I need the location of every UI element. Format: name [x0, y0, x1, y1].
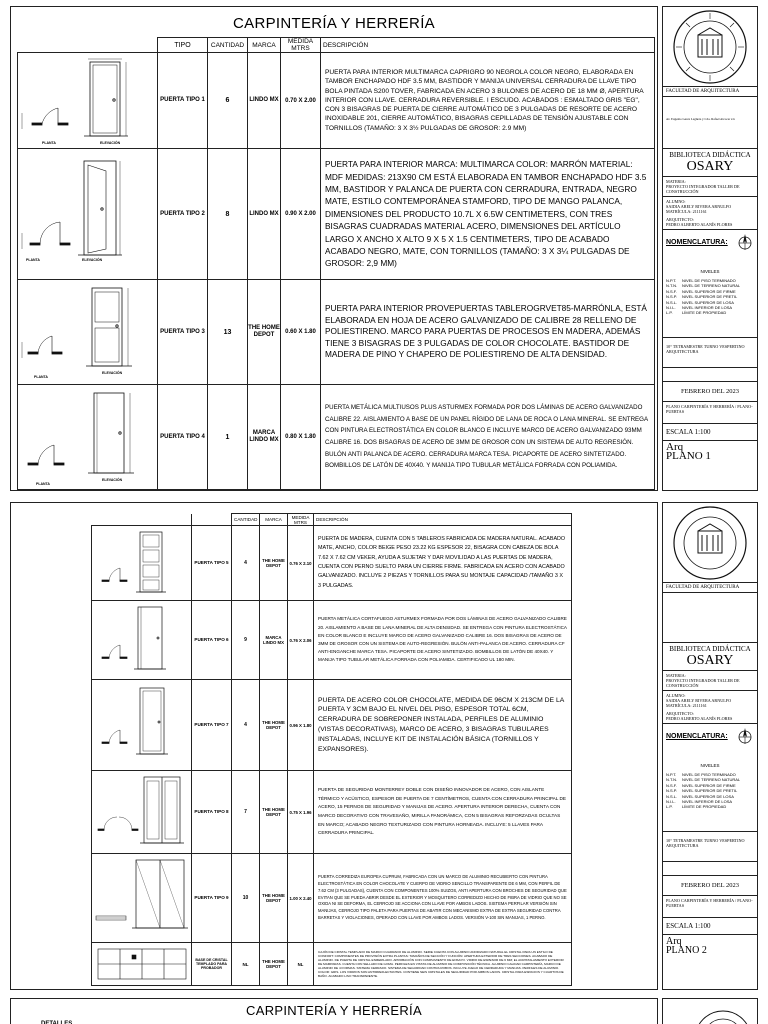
university-seal — [663, 7, 757, 87]
elevation-label: ELEVACIÓN — [102, 371, 123, 375]
brand: MARCA LINDO MX — [260, 601, 288, 680]
table-header-row — [18, 38, 655, 53]
arq-label: Arq — [666, 441, 684, 453]
arq-label: Arq — [666, 936, 682, 947]
door-drawing — [18, 149, 158, 280]
brand: MARCA LINDO MX — [248, 385, 281, 490]
subject-label: MATERIA: — [666, 179, 686, 184]
title-block — [662, 502, 758, 990]
student-value: SAIDIA ARELY RIVERA ARNULFO MATRÍCULA: 2111161 — [666, 698, 732, 708]
student-block — [663, 197, 757, 230]
level-abbr: N.S.L. — [666, 299, 678, 305]
door-drawing — [18, 53, 158, 149]
subject-value: PROYECTO INTEGRADOR TALLER DE CONSTRUCCIÓN — [666, 184, 740, 194]
header-medida: MEDIDA MTRS — [288, 514, 314, 526]
dimensions: 0.80 X 1.80 — [281, 385, 321, 490]
drawing-area — [10, 6, 658, 491]
description: PUERTA DE MADERA, CUENTA CON 5 TABLEROS FABRICADA DE MADERA NATURAL. ACABADO MATE, ANCHO, COLOR BEIGE PESO 23.22 KG ESPESOR 22, BISAGRA CON CABEZA DE BOLA 7.62 X 7.62 CM VEKER, AYUDA A SUJETAR Y DAR MOVILIDAD A LAS PUERTAS DE MADERA, CUENTA CON PERNO SUELTO PARA UN CIERRE FIRME. FABRICADA EN ACERO CON ACABADO GALVANIZADO. INCLUYE 2 PIEZAS Y TORNILLOS PARA SU MONTAJE CAPACIDAD /TAMAÑO 3 X 3 PULGADAS. — [314, 526, 572, 601]
door-type-6-drawing — [92, 601, 192, 679]
header-descripcion: DESCRIPCIÓN — [321, 38, 655, 53]
dimensions: 0.76 X 2.06 — [288, 601, 314, 680]
table-row — [92, 771, 572, 854]
glass-base-drawing — [92, 943, 192, 985]
door-type: PUERTA TIPO 7 — [192, 680, 232, 771]
level-abbr: N.T.N. — [666, 777, 678, 783]
level-abbr: N.P.T. — [666, 278, 677, 283]
level-text: NIVEL SUPERIOR DE LOSA — [682, 793, 734, 799]
level-abbr: N.I.L. — [666, 305, 676, 311]
university-seal-icon — [672, 9, 748, 85]
door-type: BASE DE CRISTAL TEMPLADO PARA PROBADOR — [192, 943, 232, 986]
door-type-8-drawing — [92, 771, 192, 853]
door-type: PUERTA TIPO 4 — [158, 385, 208, 490]
university-seal-icon — [693, 1003, 753, 1024]
student-label: ALUMNO: — [666, 199, 686, 204]
library-label: BIBLIOTECA DIDÁCTICA — [669, 151, 751, 159]
plan-description: PLANO CARPINTERÍA Y HERRERÍA / PLANO-PUERTAS — [663, 402, 757, 424]
level-abbr: N.S.F. — [666, 782, 677, 788]
header-marca: MARCA — [260, 514, 288, 526]
header-descripcion: DESCRIPCIÓN — [314, 514, 572, 526]
header-medida: MEDIDA MTRS — [281, 38, 321, 53]
date-text: FEBRERO DEL 2023 — [663, 382, 757, 402]
door-type-1-drawing — [18, 53, 158, 148]
dimensions: 0.60 X 1.80 — [281, 280, 321, 385]
level-text: NIVEL SUPERIOR DE FIRME — [682, 782, 736, 788]
faculty-label: FACULTAD DE ARQUITECTURA — [663, 87, 757, 97]
plan-number-block — [663, 441, 757, 463]
door-type: PUERTA TIPO 2 — [158, 149, 208, 280]
university-seal-icon — [672, 505, 748, 581]
quantity: 6 — [208, 53, 248, 149]
level-abbr: N.T.N. — [666, 283, 678, 289]
plan-label: PLANTA — [42, 141, 56, 145]
date-text: FEBRERO DEL 2023 — [663, 876, 757, 896]
nomenclature-block — [663, 724, 757, 832]
door-type-7-drawing — [92, 680, 192, 770]
description: PUERTA METÁLICA MULTIUSOS PLUS ASTURMEX FORMADA POR DOS LÁMINAS DE ACERO GALVANIZADO CALIBRE 22. AISLAMIENTO A BASE DE UN PANEL RÍGIDO DE LANA DE ROCA O LANA MINERAL. SE ENTREGA CON PINTURA ELECTROSTÁTICA EN COLOR BLANCO E INCLUYE MARCO DE ACERO GALVANIZADO 93MM CALIBRE 16. DOS BISAGRAS DE ACERO DE 3MM DE GROSOR CON UN SISTEMA DE AUTO REGRESIÓN. BULÓN ANTI PALANCA DE ACERO. CERRADURA MARCA TESA. PICAPORTE DE ACERO SINTETIZADO. BOMBILLOS DE LATÓN DE 40X40. Y MANIJA TIPO TUBULAR METÁLICA FORRADA CON POLIAMIDA. — [321, 385, 655, 490]
description: PUERTA PARA INTERIOR MULTIMARCA CAPRIGRO 90 NEGROLA COLOR NEGRO, ELABORADA EN TAMBOR ENCHAPADO HDF 3.5 MM, BASTIDOR Y MANIJA UNIVERSAL CERRADURA DE LLAVE TIPO BOLA PINTADA S200 TOVER, FABRICADA EN ACERO 3 BULONES DE ACERO DE 18 MM Ø, APERTURA INTERIOR CON LLAVE. CERRADURA REVERSIBLE. I ESCUDO. ACABADOS : ESMALTADO GRIS "EG", CON 3 BISAGRAS DE PUERTA DE CIERRE AUTOMÁTICO DE 3 PULGADAS DE RESORTE DE ACERO INOXIDABLE 201, CIERRE AUTOMÁTICO, BISAGRAS CEPILLADAS DE TENSIÓN AJUSTABLE CON TORNILLOS (TAMAÑO: 3 X 3½ PULGADAS DE GROSOR: 2.9 MM) — [321, 53, 655, 149]
brand: THE HOME DEPOT — [260, 854, 288, 943]
door-type: PUERTA TIPO 3 — [158, 280, 208, 385]
dimensions: 0.75 X 1.96 — [288, 771, 314, 854]
architect-value: PEDRO ALBERTO ALANÍS FLORES — [666, 716, 733, 721]
plan-number-block — [663, 935, 757, 957]
subject-block — [663, 671, 757, 691]
table-row — [18, 280, 655, 385]
description: PUERTA PARA INTERIOR PROVEPUERTAS TABLEROGRVET85-MARRÓNLA, ESTÁ ELABORADA EN HOJA DE ACERO GALVANIZADO DE CALIBRE 28 RELLENO DE POLIESTIRENO. MARCO PARA PUERTAS DE PROCESOS EN MADERA, ADEMÁS TIENE 3 BISAGRAS DE 3 PULGADAS DE COLOR CHOCOLATE. BASTIDOR DE MADERA DE PINO Y CHAPERO DE POLIESTIRENO DE ALTA DENSIDAD. — [321, 280, 655, 385]
levels-list — [666, 278, 754, 316]
door-type: PUERTA TIPO 6 — [192, 601, 232, 680]
level-text: NIVEL INFERIOR DE LOSA — [682, 799, 733, 805]
quantity: 9 — [232, 601, 260, 680]
subject-block — [663, 177, 757, 197]
north-arrow-icon — [736, 727, 754, 745]
plan-label: PLANTA — [34, 375, 48, 379]
table-row — [18, 53, 655, 149]
dimensions: 0.70 X 2.00 — [281, 53, 321, 149]
level-abbr: L.P. — [666, 804, 673, 810]
scale-text: ESCALA 1:100 — [663, 918, 757, 935]
table-row — [18, 385, 655, 490]
elevation-label: ELEVACIÓN — [100, 141, 121, 145]
quantity: 4 — [232, 680, 260, 771]
level-legend-item — [666, 310, 754, 315]
plan-label: PLANTA — [36, 482, 50, 486]
level-abbr: N.I.L. — [666, 799, 676, 805]
door-type: PUERTA TIPO 1 — [158, 53, 208, 149]
architect-value: PEDRO ALBERTO ALANÍS FLORES — [666, 222, 733, 227]
library-block — [663, 643, 757, 671]
architect-label: ARQUITECTO: — [666, 217, 694, 222]
architect-label: ARQUITECTO: — [666, 711, 694, 716]
door-drawing — [18, 280, 158, 385]
north-arrow-icon — [736, 233, 754, 251]
brand: THE HOME DEPOT — [248, 280, 281, 385]
brand: LINDO MX — [248, 53, 281, 149]
level-text: NIVEL SUPERIOR DE PRETIL — [682, 294, 738, 300]
elevation-label: ELEVACIÓN — [82, 258, 103, 262]
door-type-4-drawing — [18, 385, 158, 489]
student-block — [663, 691, 757, 724]
description: PUERTA DE SEGURIDAD MONTERREY DOBLE CON DISEÑO INNOVADOR DE ACERO, CON AISLANTE TÉRMICO Y ACÚSTICO, ESPESOR DE PUERTA DE 7 CENTÍMETROS, CUENTA CON CERRADURA PRINCIPAL DE ACERO, 15 PERNOS DE SEGURIDAD Y MANIJAS DE ACERO. APERTURA INTERIOR DERECHA, CUENTA CON MARCO DECORATIVO CON TRAVESAÑO, MIRILLA PANORÁMICA, CON 5 BISAGRAS REFORZADAS OCULTAS EN MARCO; ACABADO NEGRO TEXTURIZADO CON PINTURA HORNEADA. INCLUYE: 5 LLAVES PARA CERRADURA PRINCIPAL. — [314, 771, 572, 854]
levels-title: NIVELES — [700, 763, 720, 768]
semester-text: 10° TETRAMESTRE TURNO VESPERTINO ARQUITECTURA — [663, 338, 757, 368]
level-text: LÍMITE DE PROPIEDAD — [682, 804, 727, 810]
description: PUERTA DE ACERO COLOR CHOCOLATE, MEDIDA DE 96CM X 213CM DE LA PUERTA Y 3CM BAJO EL NIVEL DEL PISO, ESPESOR TOTAL 6CM, CERRADURA DE SOBREPONER INSTALADA, PERFILES DE ALUMINIO (VISTAS DECORATIVAS), MARCO DE ACERO, 3 BISAGRAS TUBULARES INSTALADAS, INCLUYE KIT DE INSTALACIÓN BÁSICA (TORNILLOS Y EXPANSORES). — [314, 680, 572, 771]
description: PUERTA METÁLICA CORTAFUEGO ASTURMEX FORMADA POR DOS LÁMINAS DE ACERO GALVANIZADO CALIBRE 20. AISLAMIENTO A BASE DE LANA MINERAL DE ALTA DENSIDAD. SE ENTREGA CON PINTURA ELECTROSTÁTICA EN COLOR BLANCO E INCLUYE MARCO DE ACERO GALVANIZADO CALIBRE 16. DOS BISAGRAS DE ACERO DE 3MM DE GROSOR CON UN SISTEMA DE AUTO-REGRESIÓN. BULÓN ANTI-PALANCA DE ACERO. CERRADURA CF ANTI-ENGANCHE MARCA TESA. PICAPORTE DE ACERO SINTETIZADO. BOMBILLOS DE LATÓN DE 40X40. Y MANIJA TIPO TUBULAR METÁLICA FORRADA CON POLIAMIDA. CERTIFICADO UL 180 MIN. — [314, 601, 572, 680]
address-text: Av. Eugenio Garza Lagüera y Cda. Rafael Alcocer s/n — [663, 97, 757, 149]
library-label: BIBLIOTECA DIDÁCTICA — [669, 645, 751, 653]
library-name: OSARY — [686, 653, 734, 668]
level-text: NIVEL SUPERIOR DE LOSA — [682, 299, 734, 305]
door-schedule-table — [91, 513, 572, 986]
quantity: 10 — [232, 854, 260, 943]
level-abbr: N.S.P. — [666, 294, 678, 300]
levels-list — [666, 772, 754, 810]
quantity: 4 — [232, 526, 260, 601]
level-text: NIVEL INFERIOR DE LOSA — [682, 305, 733, 311]
drawing-area — [10, 998, 658, 1024]
brand: LINDO MX — [248, 149, 281, 280]
plan-description: PLANO CARPINTERÍA Y HERRERÍA / PLANO-PUERTAS — [663, 896, 757, 918]
level-text: LÍMITE DE PROPIEDAD — [682, 310, 727, 316]
student-value: SAIDIA ARELY RIVERA ARNULFO MATRÍCULA: 2111161 — [666, 204, 732, 214]
door-drawing — [92, 601, 192, 680]
subject-value: PROYECTO INTEGRADOR TALLER DE CONSTRUCCIÓN — [666, 678, 740, 688]
sheet-title: CARPINTERÍA Y HERRERÍA — [233, 15, 435, 32]
table-row — [92, 601, 572, 680]
quantity: 13 — [208, 280, 248, 385]
plan-label: PLANTA — [26, 258, 40, 262]
header-cantidad: CANTIDAD — [208, 38, 248, 53]
dimensions: 0.90 X 2.00 — [281, 149, 321, 280]
door-type-5-drawing — [92, 526, 192, 600]
nomenclature-block — [663, 230, 757, 338]
plan-sheet-2 — [8, 502, 760, 990]
level-abbr: N.S.P. — [666, 788, 678, 794]
level-text: NIVEL SUPERIOR DE PRETIL — [682, 788, 738, 794]
brand: THE HOME DEPOT — [260, 771, 288, 854]
description: PUERTA PARA INTERIOR MARCA: MULTIMARCA COLOR: MARRÓN MATERIAL: MDF MEDIDAS: 213X90 CM ESTÁ ELABORADA EN TAMBOR ENCHAPADO HDF 3.5 MM, BASTIDOR Y PALANCA DE PUERTA CON CERRADURA, ENTRADA, NEGRO MATE, ESTILO CONTEMPORÁNEA STAMFORD, TIPO DE MANGO PALANCA, DIMENSIONES DEL PRODUCTO 10.7L X 6.5W CENTIMETERS, CON TRES BISAGRAS CUADRADAS MATERIAL ACERO, DIMENSIONES DEL ARTÍCULO LARGO X ANCHO X ALTO 9 X 5 X 1.5 CENTIMETERS, TIPO DE ACABADO ACABADO NEGRO, MATE, CON TORNILLOS (TAMAÑO: 3 X 3¼ PULGADAS DE GROSOR: 2,9 MM) — [321, 149, 655, 280]
door-drawing — [92, 526, 192, 601]
nomenclature-title: NOMENCLATURA: — [666, 732, 728, 740]
table-row — [92, 943, 572, 986]
dimensions: NL — [288, 943, 314, 986]
nomenclature-title: NOMENCLATURA: — [666, 238, 728, 246]
table-row — [18, 149, 655, 280]
quantity: 7 — [232, 771, 260, 854]
quantity: NL — [232, 943, 260, 986]
door-type-3-drawing — [18, 280, 158, 384]
door-type: PUERTA TIPO 5 — [192, 526, 232, 601]
table-row — [92, 526, 572, 601]
library-name: OSARY — [686, 159, 734, 174]
plan-sheet-1 — [8, 6, 760, 491]
door-type-9-drawing — [92, 854, 192, 942]
quantity: 8 — [208, 149, 248, 280]
door-drawing — [92, 680, 192, 771]
level-legend-item — [666, 804, 754, 809]
library-block — [663, 149, 757, 177]
header-marca: MARCA — [248, 38, 281, 53]
level-text: NIVEL DE TERRENO NATURAL — [682, 777, 741, 783]
level-text: NIVEL DE TERRENO NATURAL — [682, 283, 741, 289]
door-type-2-drawing — [18, 149, 158, 279]
door-type: PUERTA TIPO 9 — [192, 854, 232, 943]
title-block — [662, 6, 758, 491]
level-text: NIVEL SUPERIOR DE FIRME — [682, 288, 736, 294]
plan-sheet-3 — [8, 998, 760, 1024]
brand: THE HOME DEPOT — [260, 526, 288, 601]
door-drawing — [18, 385, 158, 490]
level-abbr: N.S.F. — [666, 288, 677, 294]
door-drawing — [92, 854, 192, 943]
quantity: 1 — [208, 385, 248, 490]
dimensions: 1.00 X 2.40 — [288, 854, 314, 943]
door-drawing — [92, 771, 192, 854]
levels-title: NIVELES — [700, 269, 720, 274]
elevation-label: ELEVACIÓN — [102, 478, 123, 482]
level-text: NIVEL DE PISO TERMINADO — [682, 278, 736, 283]
description: CAJÓN DE CRISTAL TEMPLADO DE MARCO CUADRADO DE ALUMINIO. SERIE CUENTA CON ALUMINIO ANODIZADO NATURAL EL CRISTAL PARA UN ESTILO DE CONFORT: COMPONENTES DE PROVISIÓN EXTRA PLANTAS: TAMAÑOS DE SECCIÓN Y FUNCIÓN: APERTURA EXTERIOR DE TRES SECCIONES. ACABADO DE ALUMINIO. DE PUERTA DE CRISTAL ESMERILADO. APROBACIÓN CON CUMPLIMIENTO DE ENSAYO. VIDRIO DE ESPESOR DE 6 MM; EL ACRISTALAMIENTO EXTERIOR DE MAMPARAS. CUENTA CON SELLADO DE GOMA. PERFILES EN VISTAS DE ALUMINIO DE COMPOSICIÓN TÉCNICA. ALUMINIO CALIDAD CARPINTERÍA, MARCO DE ALUMINIO DE 4 FORMAS. SISTEMA CERRADO. SISTEMA DE SEGURIDAD CONTRA ROBOS. INCLUYE JUEGO DE CERRADURA Y MANIJAS. PERFILES DE ALUMINIO. COLOR: GRIS. LOS VIDRIOS SON ANTIRREFLECTANTES. CONTIENE SEIS CRISTALES DE SEGURIDAD POR AMBOS LADOS. CRISTAL PARA ESPACIOS Y CUARTOS DE BAÑO. ACABADO LISO TRANSPARENTE. — [314, 943, 572, 986]
table-row — [92, 854, 572, 943]
level-abbr: L.P. — [666, 310, 673, 316]
level-abbr: N.P.T. — [666, 772, 677, 777]
semester-text: 10° TETRAMESTRE TURNO VESPERTINO ARQUITECTURA — [663, 832, 757, 862]
drawing-area — [10, 502, 658, 990]
dimensions: 0.96 X 1.80 — [288, 680, 314, 771]
table-row — [92, 680, 572, 771]
header-cantidad: CANTIDAD — [232, 514, 260, 526]
title-block — [662, 998, 758, 1024]
university-seal — [663, 503, 757, 583]
door-drawing — [92, 943, 192, 986]
scale-text: ESCALA 1:100 — [663, 424, 757, 441]
student-label: ALUMNO: — [666, 693, 686, 698]
faculty-label: FACULTAD DE ARQUITECTURA — [663, 583, 757, 593]
door-type: PUERTA TIPO 8 — [192, 771, 232, 854]
level-text: NIVEL DE PISO TERMINADO — [682, 772, 736, 777]
partial-header: DETALLES — [41, 1021, 73, 1024]
header-tipo: TIPO — [158, 38, 208, 53]
door-schedule-table — [17, 37, 655, 490]
description: PUERTA CORREDIZA EUROPEA CUPRUM, FABRICADA CON UN MARCO DE ALUMINIO RECUBIERTO CON PINTURA ELECTROSTÁTICA EN COLOR CHOCOLATE Y CUERPO DE VIDRIO SENCILLO TRANSPARENTE DE 6 MM, CON PERFIL DE 7.62 CM (3 PULGADAS), CUENTA CON COMPONENTES 100% SUIZOS, ANTI APERTURA CON BROCHES DE SEGURIDAD QUE EVITAN QUE SE PUEDA ABRIR DESDE EL EXTERIOR Y MOSQUITERO CORREDIZO HECHO DE FIBRA DE VIDRIO QUE NO SE OXIDA NI SE DEFORMA, EL CERROJO SE ACCIONA CON LLAVE POR AMBOS LADOS. SISTEMA PERFILAR VERSIÓN SIN MANIJAS, CERROJO TIPO PALETA PARA PUERTAS DE ABATIR CON MECANISMO EXTRA DE EXTRA SEGURIDAD CONTRA BARRETAS Y VIOLACIONES, OPERADO CON LLAVE POR AMBOS LADOS. VERSIÓN V-100 SIN MANIJAS, 1 PERNO. — [314, 854, 572, 943]
table-header-row — [92, 514, 572, 526]
dimensions: 0.76 X 2.10 — [288, 526, 314, 601]
sheet-title: CARPINTERÍA Y HERRERÍA — [246, 1003, 422, 1018]
plan-number: PLANO 1 — [666, 450, 711, 462]
level-abbr: N.S.L. — [666, 793, 678, 799]
brand: THE HOME DEPOT — [260, 943, 288, 986]
plan-number: PLANO 2 — [666, 945, 707, 956]
subject-label: MATERIA: — [666, 673, 686, 678]
brand: THE HOME DEPOT — [260, 680, 288, 771]
